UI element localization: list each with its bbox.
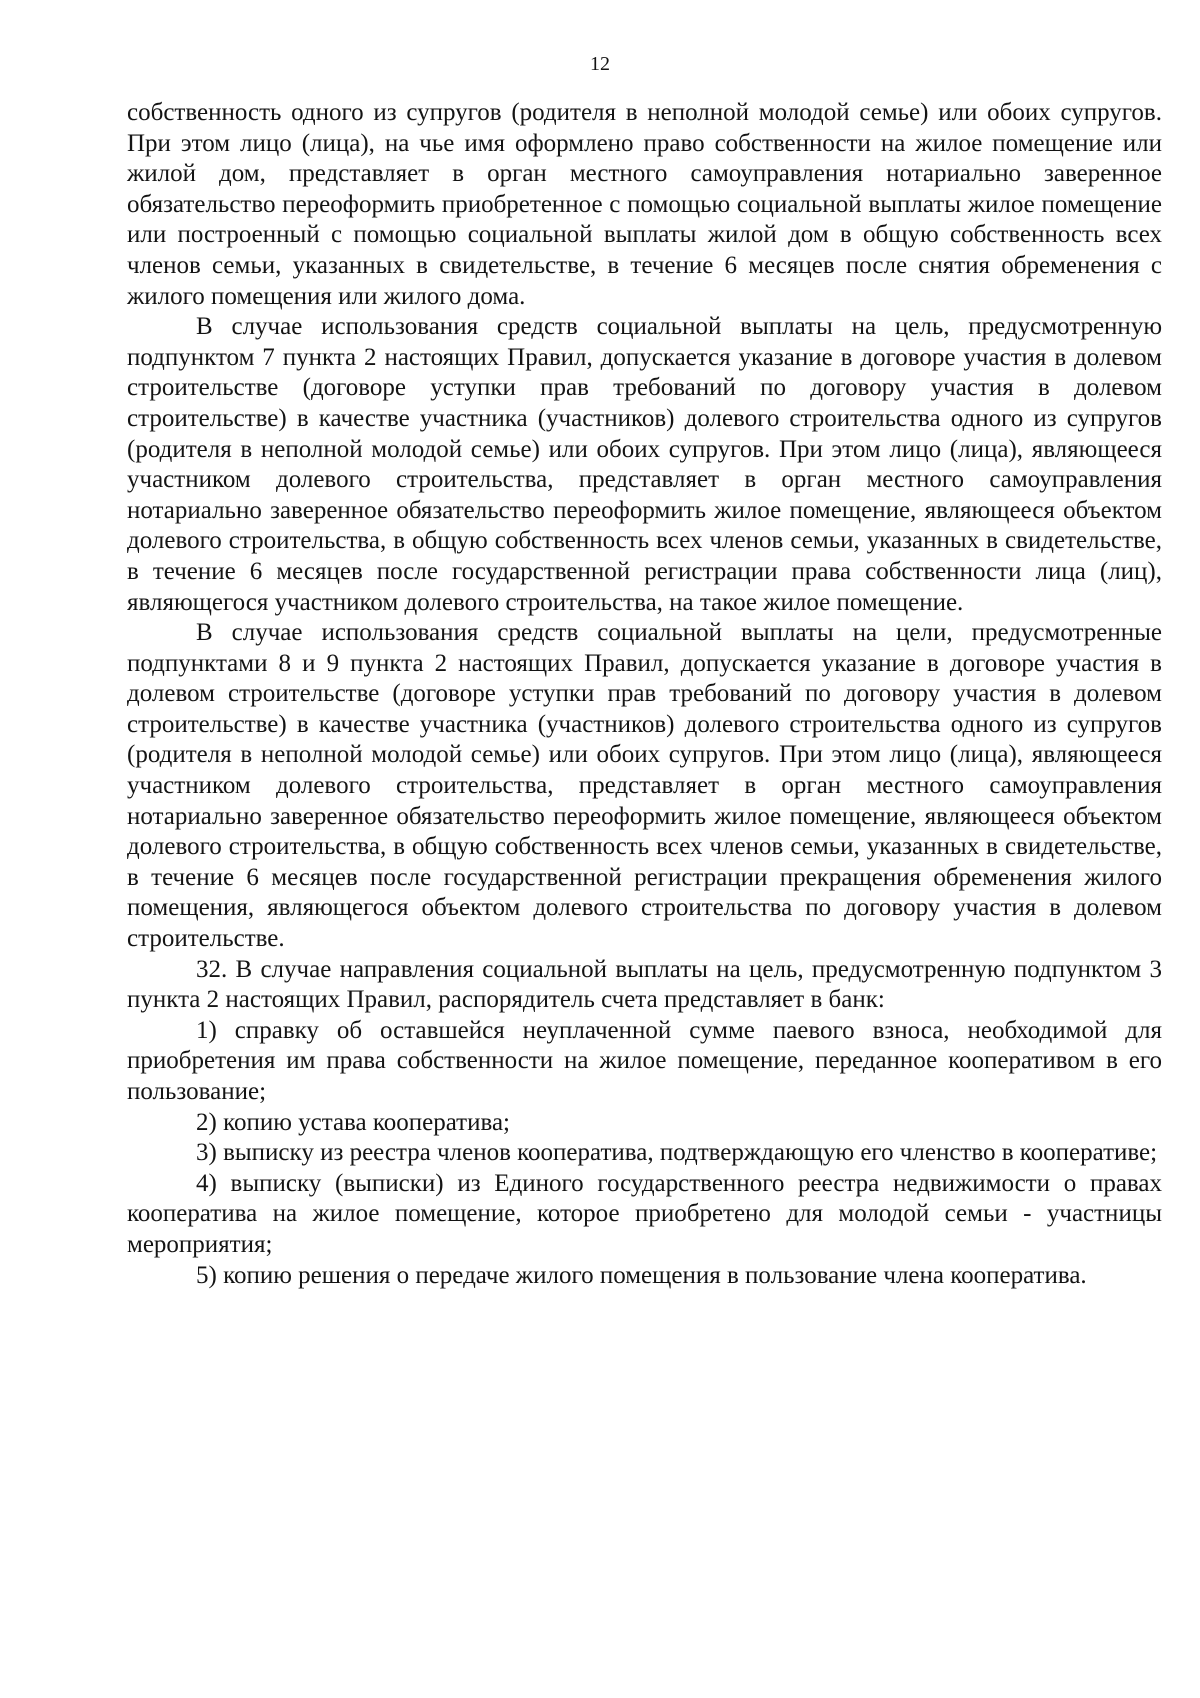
list-item-5: 5) копию решения о передаче жилого помещения в пользование члена кооператива. bbox=[196, 1261, 1087, 1289]
list-item-3: 3) выписку из реестра членов кооператива, подтверждающую его членство в кооперативе; bbox=[196, 1139, 1158, 1167]
list-item-2: 2) копию устава кооператива; bbox=[196, 1108, 511, 1136]
paragraph-clause-32: 32. В случае направления социальной выплаты на цель, предусмотренную подпунктом 3 пункта 2 настоящих Правил, распорядитель счета представляет в банк: bbox=[127, 955, 1162, 1014]
paragraph-subpoints-8-9: В случае использования средств социальной выплаты на цели, предусмотренные подпунктами 8 и 9 пункта 2 настоящих Правил, допускается указание в договоре участия в долевом строительстве (договоре уступки прав требований по договору участия в долевом строительстве) в качестве участника (участников) долевого строительства одного из супругов (родителя в неполной молодой семье) или обоих супругов. При этом лицо (лица), являющееся участником долевого строительства, представляет в орган местного самоуправления нотариально заверенное обязательство переоформить жилое помещение, являющееся объектом долевого строительства, в общую собственность всех членов семьи, указанных в свидетельстве, в течение 6 месяцев после государственной регистрации прекращения обременения жилого помещения, являющегося объектом долевого строительства по договору участия в долевом строительстве. bbox=[127, 619, 1162, 953]
list-item-4: 4) выписку (выписки) из Единого государственного реестра недвижимости о правах кооператива на жилое помещение, которое приобретено для молодой семьи - участницы мероприятия; bbox=[127, 1169, 1162, 1258]
paragraph-subpoint-7: В случае использования средств социальной выплаты на цель, предусмотренную подпунктом 7 пункта 2 настоящих Правил, допускается указание в договоре участия в долевом строительстве (договоре уступки прав требований по договору участия в долевом строительстве) в качестве участника (участников) долевого строительства одного из супругов (родителя в неполной молодой семье) или обоих супругов. При этом лицо (лица), являющееся участником долевого строительства, представляет в орган местного самоуправления нотариально заверенное обязательство переоформить жилое помещение, являющееся объектом долевого строительства, в общую собственность всех членов семьи, указанных в свидетельстве, в течение 6 месяцев после государственной регистрации права собственности лица (лиц), являющегося участником долевого строительства, на такое жилое помещение. bbox=[127, 313, 1162, 616]
list-item-1: 1) справку об оставшейся неуплаченной сумме паевого взноса, необходимой для приобретения им права собственности на жилое помещение, переданное кооперативом в его пользование; bbox=[127, 1016, 1162, 1105]
document-body bbox=[127, 98, 1162, 1291]
paragraph-ownership-continuation: собственность одного из супругов (родителя в неполной молодой семье) или обоих супругов. При этом лицо (лица), на чье имя оформлено право собственности на жилое помещение или жилой дом, представляет в орган местного самоуправления нотариально заверенное обязательство переоформить приобретенное с помощью социальной выплаты жилое помещение или построенный с помощью социальной выплаты жилой дом в общую собственность всех членов семьи, указанных в свидетельстве, в течение 6 месяцев после снятия обременения с жилого помещения или жилого дома. bbox=[127, 99, 1162, 310]
page-number: 12 bbox=[590, 53, 610, 75]
